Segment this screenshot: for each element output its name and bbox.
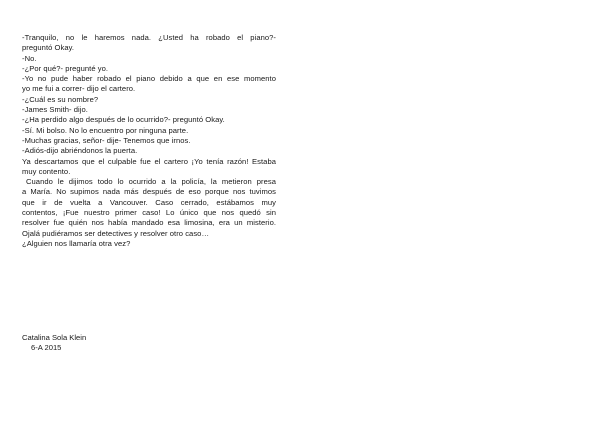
paragraph-line: Cuando le dijimos todo lo ocurrido a la policía, la metieron presa [26,177,276,187]
author-class: 6-A 2015 [31,343,62,353]
dialogue-line: -No. [22,53,37,63]
paragraph-line: a María. No supimos nada más después de eso porque nos tuvimos [22,187,276,197]
dialogue-line: -James Smith- dijo. [22,105,88,115]
paragraph-line: contentos, ¡Fue nuestro primer caso! Lo único que nos quedó sin [22,208,276,218]
dialogue-line: -¿Por qué?- pregunté yo. [22,63,109,73]
dialogue-line: -Sí. Mi bolso. No lo encuentro por ninguna parte. [22,125,189,135]
paragraph-line: que ir de vuelta a Vancouver. Caso cerrado, estábamos muy [22,197,276,207]
dialogue-line: -¿Cuál es su nombre? [22,94,99,104]
dialogue-line: preguntó Okay. [22,43,75,53]
dialogue-line: -Yo no pude haber robado el piano debido a que en ese momento [22,74,276,84]
dialogue-line: -Muchas gracias, señor- dije- Tenemos que irnos. [22,135,191,145]
story-text [22,33,276,249]
paragraph-line: Ya descartamos que el culpable fue el cartero ¡Yo tenía razón! Estaba [22,156,276,166]
paragraph-line: muy contento. [22,166,71,176]
dialogue-line: -Tranquilo, no le haremos nada. ¿Usted ha robado el piano?- [22,33,276,42]
paragraph-line: resolver fue quién nos había mandado esa limosina, era un misterio. [22,218,276,228]
author-signature [22,333,86,354]
author-name: Catalina Sola Klein [22,333,87,342]
paragraph-line: ¿Alguien nos llamaría otra vez? [22,238,131,248]
dialogue-line: -Adiós-dijo abriéndonos la puerta. [22,146,138,156]
dialogue-line: yo me fui a correr- dijo el cartero. [22,84,136,94]
paragraph-line: Ojalá pudiéramos ser detectives y resolver otro caso… [22,228,210,238]
dialogue-line: -¿Ha perdido algo después de lo ocurrido?- preguntó Okay. [22,115,225,125]
